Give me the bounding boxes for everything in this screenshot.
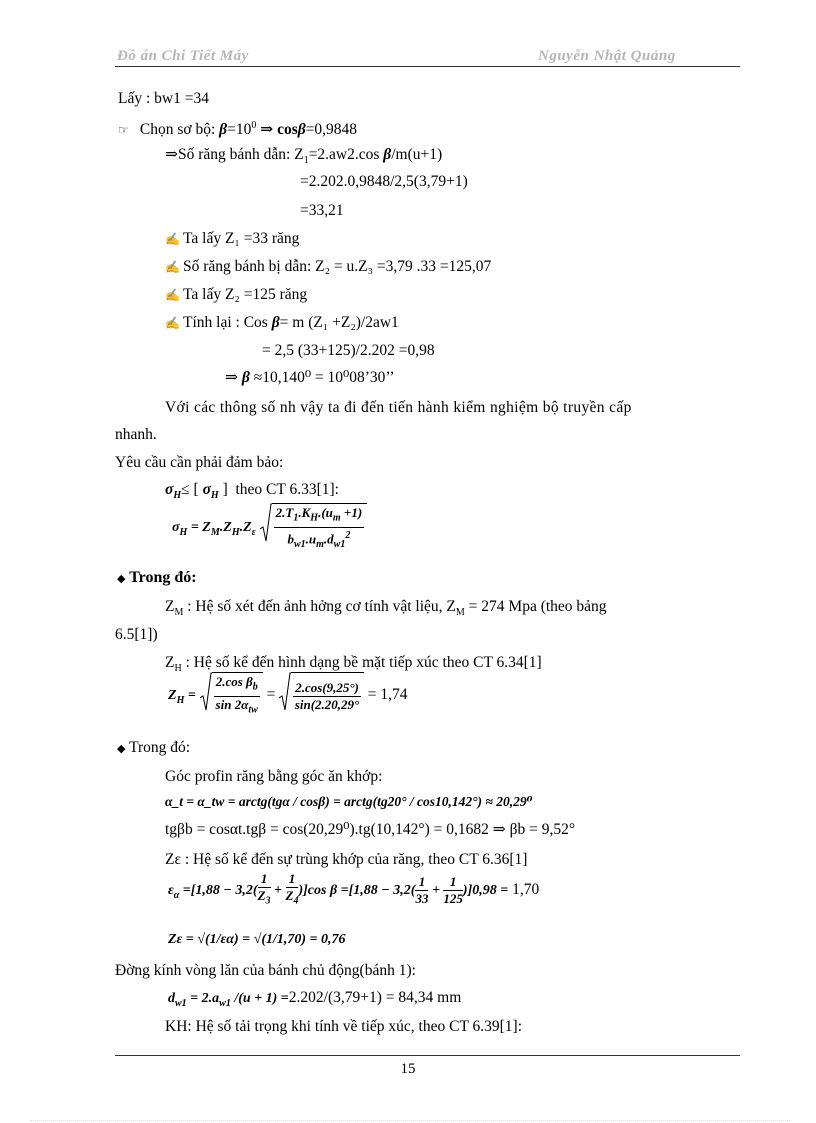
text-line: ⇒Số răng bánh dẫn: $Z_1=2.aw2.\cos$ β/m(u+1) [165,146,443,167]
header-rule [115,66,740,67]
formula-sigma-h: $\sigma_H = Z_M.Z_H.Z_\varepsilon$ $\frac{2.T_1.K_H.(u_m +1)}{b_{w1}.u_m.d_{w1}^2}$ [172,503,367,554]
bullet-icon: ◆ [117,743,126,755]
writing-hand-icon: ✍ [165,260,180,274]
page-edge [30,1120,790,1121]
text-line: Lấy : bw1 =34 [118,90,209,107]
formula-beta-b: tgβb = cosαt.tgβ = cos(20,29⁰).tg(10,142°) = 0,1682 ⇒ βb = 9,52° [165,821,576,838]
formula-epsilon-alpha: $\varepsilon_\alpha =[1,88 - 3,2$( $\frac{1}{Z_3}$ + $\frac{1}{Z_4}$ )]cos β =[1,88 − 3,2( $\frac{1}{33}$ + $\frac{1}{125}$ )]0,98 = 1,70 [168,871,540,907]
text-line: $Z_H$ : Hệ số kể đến hình dạng bề mặt tiếp xúc theo CT 6.34[1] [165,654,542,675]
text-line: = 2,5 (33+125)/2.202 =0,98 [262,342,435,359]
writing-hand-icon: ✍ [165,316,180,330]
text-line: =2.202.0,9848/2,5(3,79+1) [300,173,468,190]
section-heading: ◆ Trong đó: [117,739,191,756]
text-line: KH: Hệ số tải trọng khi tính về tiếp xúc, theo CT 6.39[1]: [165,1018,523,1035]
pointing-hand-icon: ☞ [118,123,129,138]
formula-zh: $Z_H$ = $\frac{2.\cos \beta_b}{\sin 2\alpha_{tw}}$ = $\frac{2.\cos(9,25^\circ)}{\sin(2.20,29^\circ}$ = 1,74 [168,672,408,723]
header-left: Đồ án Chi Tiết Máy [117,48,249,64]
writing-hand-icon: ✍ [165,232,180,246]
text-line: Góc profin răng bằng góc ăn khớp: [165,768,383,785]
text-line: ✍ Ta lấy Z₂ =125 răng [165,286,308,303]
formula-alpha-t: α_t = α_tw = arctg(tgα / cosβ) = arctg(tg20° / cos10,142°) ≈ 20,29⁰ [165,794,533,809]
text-line: 6.5[1]) [115,626,158,643]
text-line: ⇒ β ≈10,140⁰ = 10⁰08’30’’ [225,369,395,386]
writing-hand-icon: ✍ [165,288,180,302]
text-line: =33,21 [300,202,344,219]
section-heading: ◆ Trong đó: [117,569,197,586]
bullet-icon: ◆ [117,573,126,585]
formula-z-epsilon: Zε = √(1/εα) = √(1/1,70) = 0,76 [168,932,346,947]
footer-rule [115,1055,740,1056]
text-line: nhanh. [115,426,157,443]
text-line: ☞ Chọn sơ bộ: $\beta=10^0$ ⇒ cosβ=0,9848 [118,120,358,139]
header-right: Nguyễn Nhật Quảng [538,48,676,64]
text-line: Với các thông số nh vậy ta đi đến tiến hành kiểm nghiệm bộ truyền cấp [165,399,632,416]
text-line: ✍ Ta lấy Z₁ =33 răng [165,230,300,247]
formula-dw1: $d_{w1} = 2.a_{w1}$ /(u + 1) =2.202/(3,79+1) = 84,34 mm [168,989,462,1009]
text-line: Đờng kính vòng lăn của bánh chủ động(bánh 1): [115,962,416,979]
text-line: ✍ Tính lại : Cos β= m (Z₁ +Z₂)/2aw1 [165,314,399,331]
text-line: $Z_M$ : Hệ số xét đến ảnh hởng cơ tính vật liệu, $Z_M = 274$ Mpa (theo bảng [165,598,607,619]
text-line: Yêu cầu cần phải đảm bảo: [115,454,284,471]
page-number: 15 [400,1061,416,1077]
contact-stress-condition: $\sigma_H\le$ [ $\sigma_H$ ] theo CT 6.33[1]: [165,481,339,502]
text-line: ✍ Số răng bánh bị dẫn: Z₂ = u.Z₃ =3,79 .33 =125,07 [165,258,492,275]
text-line: Zε : Hệ số kể đến sự trùng khớp của răng, theo CT 6.36[1] [165,851,528,868]
